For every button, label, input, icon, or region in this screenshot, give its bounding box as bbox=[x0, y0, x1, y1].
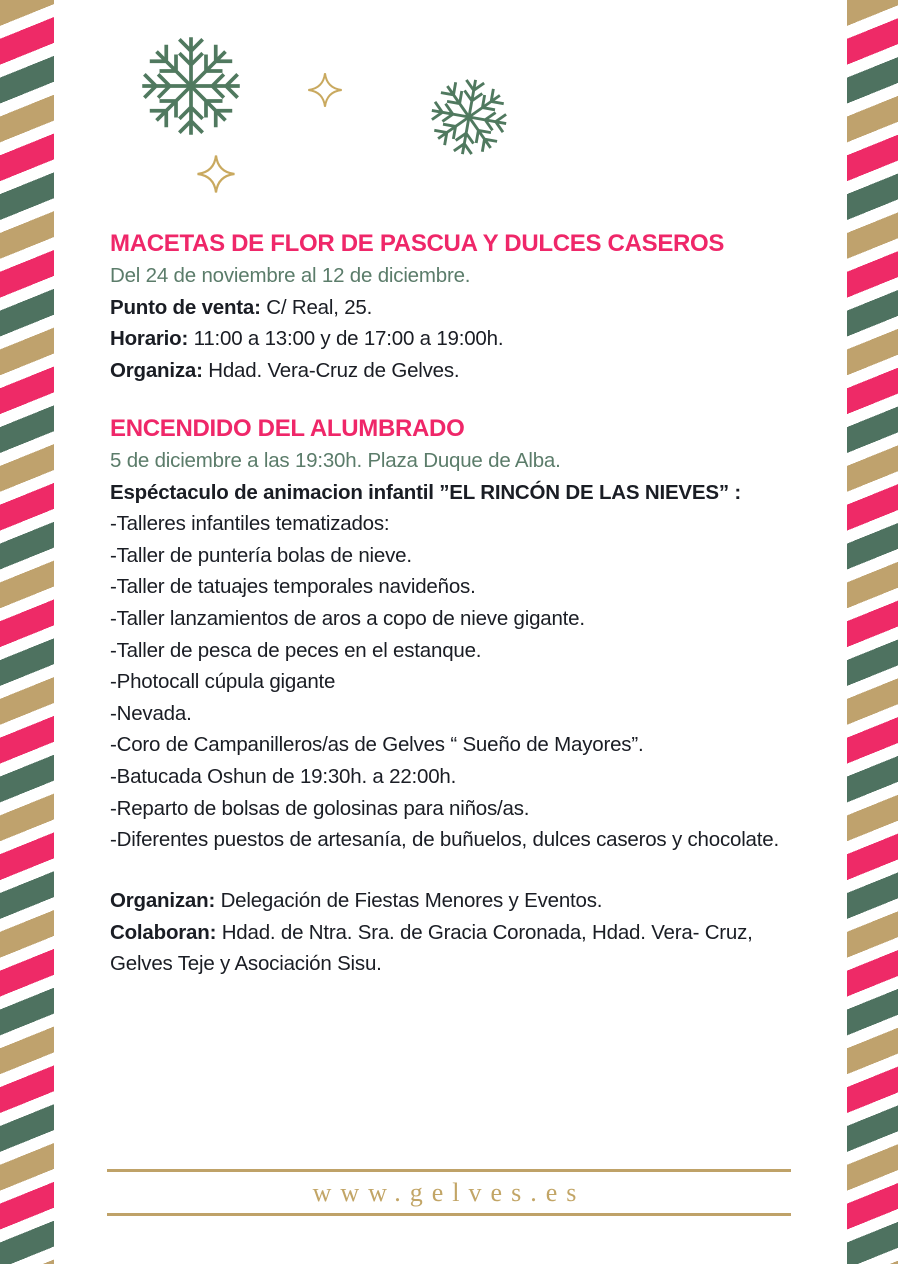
credit-value: Delegación de Fiestas Menores y Eventos. bbox=[215, 889, 603, 912]
footer-website-url: www.gelves.es bbox=[312, 1178, 586, 1207]
list-item: -Photocall cúpula gigante bbox=[110, 670, 336, 694]
list-item: -Taller de pesca de peces en el estanque. bbox=[110, 638, 482, 662]
detail-line-punto-de-venta bbox=[110, 292, 802, 324]
section-encendido-body bbox=[110, 445, 802, 856]
section-title-macetas: MACETAS DE FLOR DE PASCUA Y DULCES CASEROS bbox=[110, 230, 725, 257]
credit-label: Organizan: bbox=[110, 889, 216, 912]
section-macetas-body bbox=[110, 260, 802, 386]
show-title-line: Espéctaculo de animacion infantil ”EL RINCÓN DE LAS NIEVES” : bbox=[110, 480, 742, 504]
list-item: -Taller lanzamientos de aros a copo de nieve gigante. bbox=[110, 606, 585, 630]
credit-line-organizan bbox=[110, 885, 802, 917]
credit-label: Colaboran: bbox=[110, 920, 217, 944]
list-item: -Coro de Campanilleros/as de Gelves “ Sueño de Mayores”. bbox=[110, 733, 644, 757]
detail-label: Punto de venta: bbox=[110, 295, 261, 319]
detail-value: 11:00 a 13:00 y de 17:00 a 19:00h. bbox=[188, 327, 504, 351]
list-item: -Taller de puntería bolas de nieve. bbox=[110, 543, 412, 567]
footer-rule-bottom bbox=[107, 1213, 791, 1216]
section-title-encendido: ENCENDIDO DEL ALUMBRADO bbox=[110, 415, 465, 442]
snowflake-icon bbox=[138, 33, 244, 139]
credits-block bbox=[110, 885, 802, 980]
detail-label: Horario: bbox=[110, 327, 189, 351]
candy-stripe-border-left bbox=[0, 0, 54, 1264]
candy-stripe-border-right bbox=[847, 0, 898, 1264]
list-item: -Nevada. bbox=[110, 701, 192, 725]
list-item: -Talleres infantiles tematizados: bbox=[110, 512, 390, 536]
section-encendido-date: 5 de diciembre a las 19:30h. Plaza Duque de Alba. bbox=[110, 449, 561, 472]
sparkle-star-icon bbox=[306, 71, 344, 109]
detail-label: Organiza: bbox=[110, 358, 203, 382]
list-item: -Batucada Oshun de 19:30h. a 22:00h. bbox=[110, 764, 457, 788]
credit-line-colaboran bbox=[110, 917, 802, 980]
list-item: -Reparto de bolsas de golosinas para niños/as. bbox=[110, 796, 530, 820]
list-item: -Taller de tatuajes temporales navideños. bbox=[110, 575, 476, 599]
detail-value: Hdad. Vera-Cruz de Gelves. bbox=[202, 358, 460, 382]
detail-line-organiza bbox=[110, 355, 802, 387]
snowflake-icon bbox=[422, 70, 517, 165]
footer-rule-top bbox=[107, 1169, 791, 1172]
detail-line-horario bbox=[110, 323, 802, 355]
credit-value: Hdad. de Ntra. Sra. de Gracia Coronada, Hdad. Vera- Cruz, Gelves Teje y Asociación Sisu. bbox=[110, 920, 753, 976]
section-macetas-date: Del 24 de noviembre al 12 de diciembre. bbox=[110, 264, 471, 287]
list-item: -Diferentes puestos de artesanía, de buñuelos, dulces caseros y chocolate. bbox=[110, 828, 779, 852]
detail-value: C/ Real, 25. bbox=[260, 295, 373, 319]
sparkle-star-icon bbox=[195, 153, 237, 195]
